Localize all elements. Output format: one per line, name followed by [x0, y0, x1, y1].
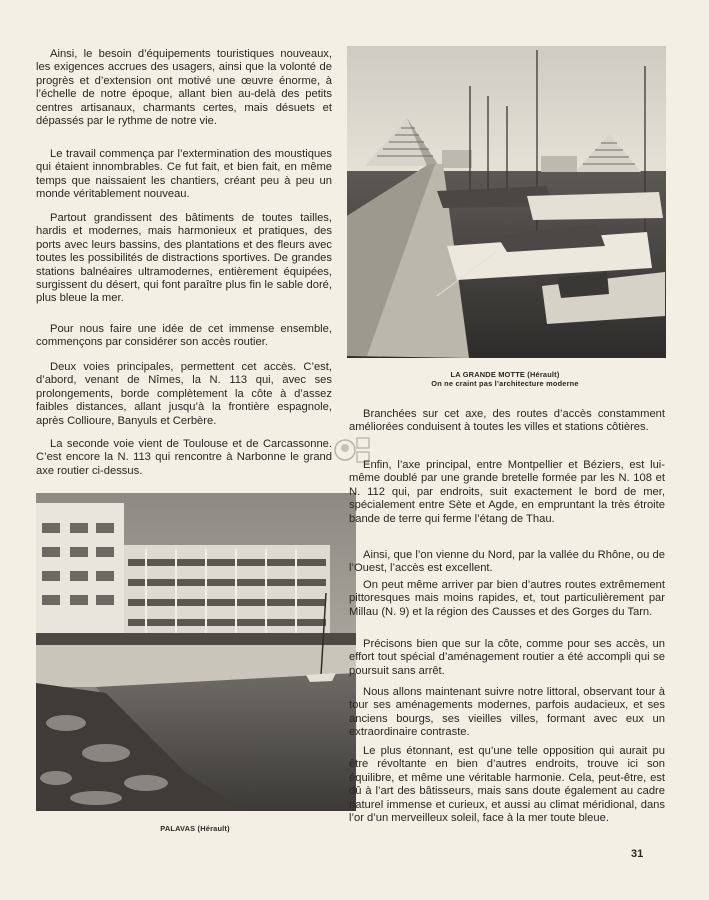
body-paragraph: On peut même arriver par bien d’autres routes extrêmement pittoresques mais moins rapides, et, tout particulièrement par Millau (N. 9) et la région des Causses et des Gorges du Tarn.	[349, 579, 665, 618]
body-paragraph: Nous allons maintenant suivre notre littoral, observant tour à tour ses aménagements modernes, parfois audacieux, et ses anciens bourgs, ses vieilles villes, formant avec eux un extraordinaire contraste.	[349, 686, 665, 739]
body-paragraph: Ainsi, le besoin d’équipements touristiques nouveaux, les exigences accrues des usagers, ainsi que la volonté de progrès et d’extension ont motivé une œuvre énorme, à l’échelle de notre époque, allant bien au-delà des petits centres artisanaux, charmants certes, mais désuets et dépassés par le rythme de notre vie.	[36, 48, 332, 128]
photo-caption-title: LA GRANDE MOTTE (Hérault)	[450, 370, 560, 379]
photo-la-grande-motte	[347, 46, 666, 358]
photo-palavas	[36, 493, 356, 811]
body-paragraph: Enfin, l’axe principal, entre Montpellier et Béziers, est lui-même doublé par une grande bretelle formée par les N. 108 et N. 112 qui, par endroits, suit exactement le bord de mer, spécialement entre Sète et Agde, en empruntant la très étroite bande de terre qui ferme l’étang de Thau.	[349, 459, 665, 525]
body-paragraph: Pour nous faire une idée de cet immense ensemble, commençons par considérer son accès routier.	[36, 323, 332, 349]
body-paragraph: Deux voies principales, permettent cet accès. C’est, d’abord, venant de Nîmes, la N. 113 qui, avec ses prolongements, borde complètement la côte à d’assez faibles distances, allant jusqu’à la frontière espagnole, après Collioure, Banyuls et Cerbère.	[36, 361, 332, 427]
body-paragraph: Partout grandissent des bâtiments de toutes tailles, hardis et modernes, mais harmonieux et pratiques, des ports avec leurs bassins, des plantations et des fleurs avec toutes les possibilités de distractions sportives. De grandes stations balnéaires ultramodernes, entièrement équipées, surgissent du désert, qui font paraître plus fin le sable doré, plus bleue la mer.	[36, 212, 332, 305]
body-paragraph: La seconde voie vient de Toulouse et de Carcassonne. C’est encore la N. 113 qui rencontre à Narbonne le grand axe routier ci-dessus.	[36, 438, 332, 477]
body-paragraph: Branchées sur cet axe, des routes d’accès constamment améliorées conduisent à toutes les villes et stations côtières.	[349, 408, 665, 434]
body-paragraph: Le plus étonnant, est qu’une telle opposition qui aurait pu être révoltante en bien d’autres endroits, trouve ici son équilibre, et même une véritable harmonie. Cela, peut-être, est dû à l’art des bâtisseurs, mais sans doute également au cadre naturel immense et curieux, et aussi au climat méridional, dans l’or d’un merveilleux soleil, face à la mer toute bleue.	[349, 745, 665, 825]
photo-caption-subtitle: On ne craint pas l’architecture moderne	[431, 379, 579, 388]
photo-caption-palavas: PALAVAS (Hérault)	[160, 824, 230, 833]
body-paragraph: Le travail commença par l’extermination des moustiques qui étaient innombrables. Ce fut fait, et bien fait, en même temps que naissaient les chantiers, créant peu à peu un monde véritablement nouveau.	[36, 148, 332, 201]
body-paragraph: Ainsi, que l’on vienne du Nord, par la vallée du Rhône, ou de l’Ouest, l’accès est excellent.	[349, 549, 665, 575]
page-number: 31	[631, 848, 644, 860]
body-paragraph: Précisons bien que sur la côte, comme pour ses accès, un effort tout spécial d’aménagement routier a été accompli qui se poursuit sans arrêt.	[349, 638, 665, 677]
